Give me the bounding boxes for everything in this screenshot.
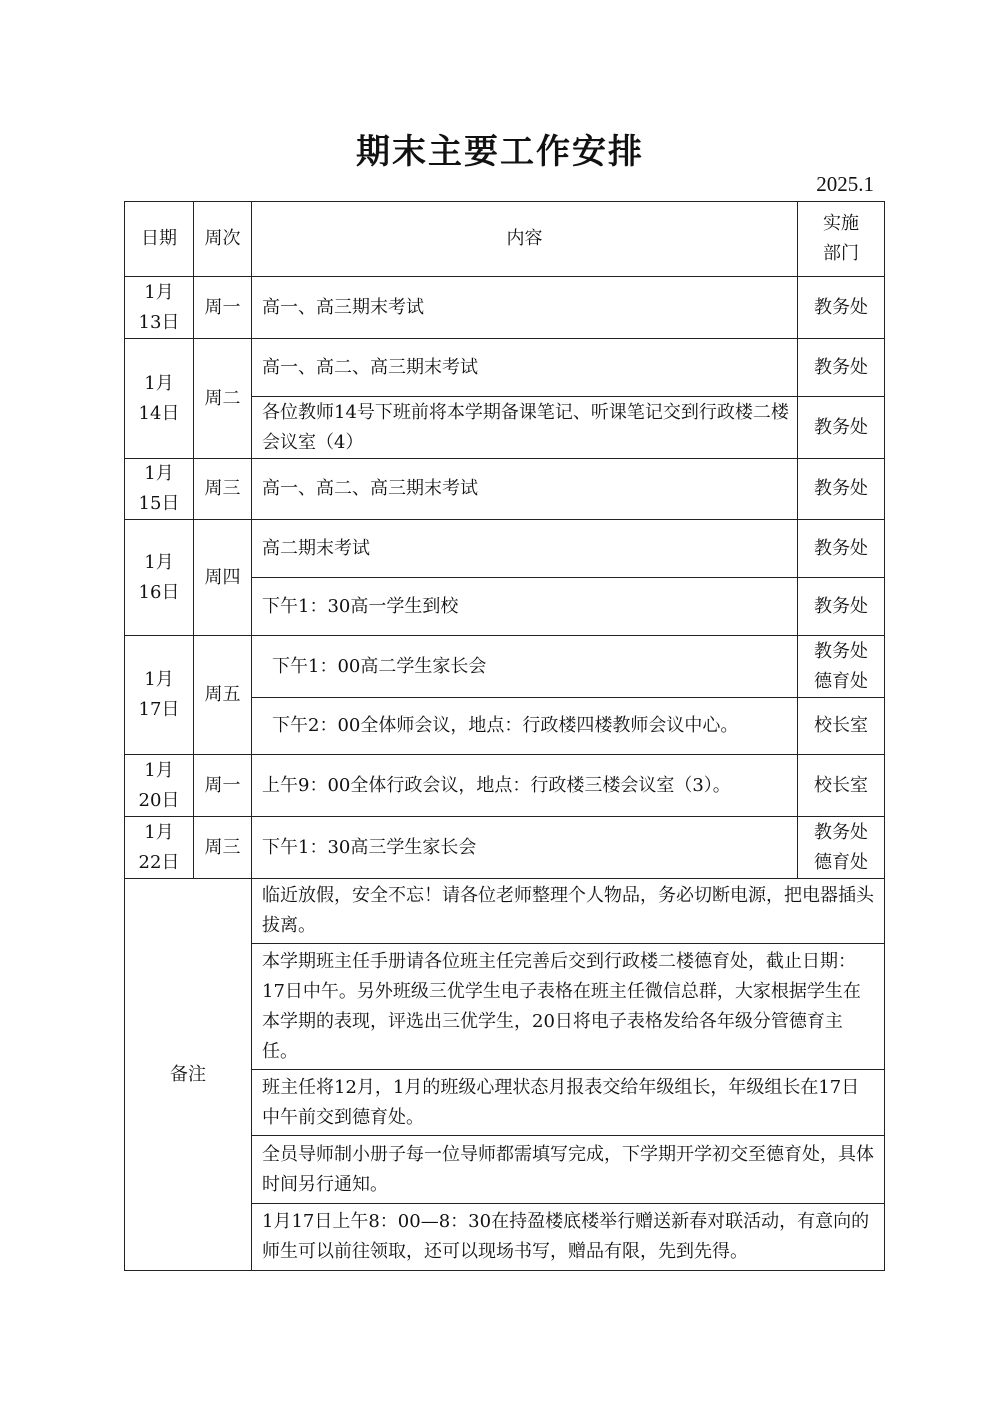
week-cell: 周一 xyxy=(194,277,252,339)
dept-line: 德育处 xyxy=(814,851,868,873)
date-cell xyxy=(125,339,194,459)
date-month: 1月 xyxy=(144,551,174,573)
content-cell: 下午1：00高二学生家长会 xyxy=(252,636,798,698)
content-cell: 上午9：00全体行政会议，地点：行政楼三楼会议室（3）。 xyxy=(252,755,798,817)
dept-cell: 校长室 xyxy=(798,755,885,817)
note-item: 班主任将12月，1月的班级心理状态月报表交给年级组长，年级组长在17日中午前交到德育处。 xyxy=(252,1070,885,1136)
date-day: 22日 xyxy=(138,851,180,873)
header-content: 内容 xyxy=(252,202,798,277)
week-cell: 周四 xyxy=(194,520,252,636)
header-dept-line2: 部门 xyxy=(823,243,859,264)
dept-cell: 教务处 xyxy=(798,459,885,520)
schedule-table xyxy=(124,201,885,1271)
date-cell xyxy=(125,755,194,817)
week-cell: 周二 xyxy=(194,339,252,459)
date-day: 13日 xyxy=(138,311,180,333)
content-cell: 下午1：30高一学生到校 xyxy=(252,578,798,636)
content-cell: 高二期末考试 xyxy=(252,520,798,578)
note-item: 全员导师制小册子每一位导师都需填写完成，下学期开学初交至德育处，具体时间另行通知。 xyxy=(252,1136,885,1204)
week-cell: 周一 xyxy=(194,755,252,817)
content-cell: 高一、高二、高三期末考试 xyxy=(252,339,798,397)
page-title: 期末主要工作安排 xyxy=(356,132,644,172)
note-item: 本学期班主任手册请各位班主任完善后交到行政楼二楼德育处，截止日期：17日中午。另外班级三优学生电子表格在班主任微信总群，大家根据学生在本学期的表现，评选出三优学生，20日将电子表格发给各年级分管德育主任。 xyxy=(252,944,885,1070)
date-cell xyxy=(125,459,194,520)
date-cell xyxy=(125,817,194,879)
date-cell xyxy=(125,636,194,755)
header-week: 周次 xyxy=(194,202,252,277)
header-dept xyxy=(798,202,885,277)
date-month: 1月 xyxy=(144,821,174,843)
dept-line: 教务处 xyxy=(814,640,868,662)
dept-cell: 教务处 xyxy=(798,578,885,636)
date-month: 1月 xyxy=(144,372,174,394)
date-month: 1月 xyxy=(144,281,174,303)
content-cell: 各位教师14号下班前将本学期备课笔记、听课笔记交到行政楼二楼会议室（4） xyxy=(252,397,798,459)
week-cell: 周五 xyxy=(194,636,252,755)
dept-cell: 教务处 xyxy=(798,520,885,578)
dept-cell: 教务处 xyxy=(798,397,885,459)
table-row xyxy=(125,817,885,879)
date-month: 1月 xyxy=(144,463,174,484)
content-cell: 下午2：00全体师会议，地点：行政楼四楼教师会议中心。 xyxy=(252,698,798,755)
table-row xyxy=(125,636,885,698)
content-cell: 高一、高三期末考试 xyxy=(252,277,798,339)
date-cell xyxy=(125,520,194,636)
table-row xyxy=(125,755,885,817)
dept-cell: 教务处 xyxy=(798,277,885,339)
table-header-row xyxy=(125,202,885,277)
notes-label: 备注 xyxy=(125,879,252,1271)
dept-line: 德育处 xyxy=(814,670,868,692)
dept-line: 教务处 xyxy=(814,821,868,843)
table-row xyxy=(125,520,885,578)
header-dept-line1: 实施 xyxy=(823,213,859,234)
table-row xyxy=(125,277,885,339)
date-month: 1月 xyxy=(144,759,174,781)
document-date: 2025.1 xyxy=(816,172,874,196)
dept-cell xyxy=(798,817,885,879)
note-row xyxy=(125,879,885,944)
date-cell xyxy=(125,277,194,339)
week-cell: 周三 xyxy=(194,817,252,879)
dept-cell: 教务处 xyxy=(798,339,885,397)
date-day: 14日 xyxy=(138,402,180,424)
date-day: 17日 xyxy=(138,699,180,720)
table-row xyxy=(125,459,885,520)
dept-cell: 校长室 xyxy=(798,698,885,755)
content-cell: 下午1：30高三学生家长会 xyxy=(252,817,798,879)
header-date: 日期 xyxy=(125,202,194,277)
date-day: 15日 xyxy=(138,493,180,514)
date-month: 1月 xyxy=(144,669,174,690)
date-day: 16日 xyxy=(138,581,180,603)
note-item: 临近放假，安全不忘！请各位老师整理个人物品，务必切断电源，把电器插头拔离。 xyxy=(252,879,885,944)
dept-cell xyxy=(798,636,885,698)
note-item: 1月17日上午8：00—8：30在持盈楼底楼举行赠送新春对联活动，有意向的师生可以前往领取，还可以现场书写，赠品有限，先到先得。 xyxy=(252,1204,885,1271)
week-cell: 周三 xyxy=(194,459,252,520)
date-day: 20日 xyxy=(138,789,180,811)
content-cell: 高一、高二、高三期末考试 xyxy=(252,459,798,520)
table-row xyxy=(125,339,885,397)
